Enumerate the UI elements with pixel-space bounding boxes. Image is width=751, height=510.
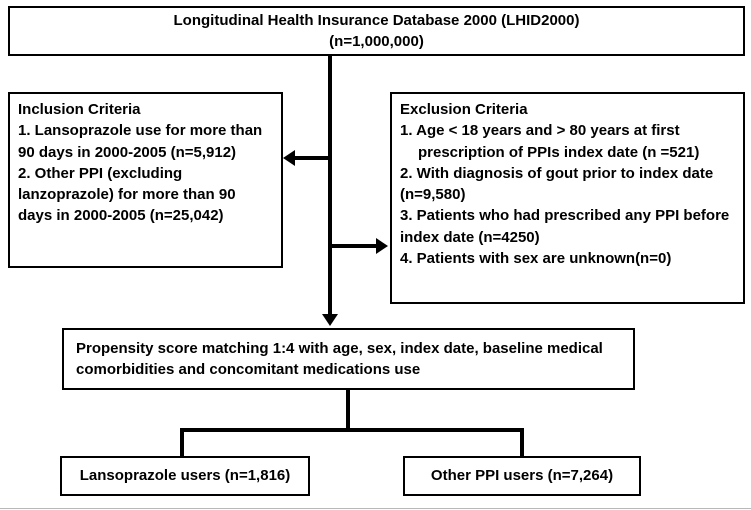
main-flow-line bbox=[328, 56, 332, 316]
exclusion-criteria-box bbox=[390, 92, 745, 304]
other-ppi-users-box bbox=[403, 456, 641, 496]
exclusion-item-3: 3. Patients who had prescribed any PPI before index date (n=4250) bbox=[400, 207, 730, 246]
exclusion-item-4: 4. Patients with sex are unknown(n=0) bbox=[400, 250, 672, 268]
inclusion-item-1: 1. Lansoprazole use for more than 90 days in 2000-2005 (n=5,912) bbox=[18, 122, 263, 161]
split-bar-line bbox=[180, 428, 524, 432]
database-title: Longitudinal Health Insurance Database 2000 (LHID2000) bbox=[173, 11, 580, 29]
database-box bbox=[8, 6, 745, 56]
arrowhead-down-to-matching bbox=[322, 314, 338, 326]
branch-line-inclusion bbox=[294, 156, 332, 160]
matching-text: Propensity score matching 1:4 with age, sex, index date, baseline medical comorbidities and concomitant medications use bbox=[76, 340, 603, 379]
inclusion-criteria-box bbox=[8, 92, 283, 268]
other-ppi-users-label: Other PPI users (n=7,264) bbox=[430, 467, 614, 485]
branch-line-exclusion bbox=[330, 244, 377, 248]
inclusion-item-2: 2. Other PPI (excluding lanzoprazole) for more than 90 days in 2000-2005 (n=25,042) bbox=[18, 164, 236, 225]
arrowhead-right-to-exclusion bbox=[376, 238, 388, 254]
lansoprazole-users-box bbox=[60, 456, 310, 496]
lansoprazole-users-label: Lansoprazole users (n=1,816) bbox=[79, 467, 291, 485]
exclusion-item-2: 2. With diagnosis of gout prior to index date (n=9,580) bbox=[400, 164, 714, 204]
exclusion-title: Exclusion Criteria bbox=[400, 101, 528, 118]
matching-stem-line bbox=[346, 390, 350, 432]
exclusion-item-1: 1. Age < 18 years and > 80 years at first prescription of PPIs index date (n =521) bbox=[400, 122, 700, 161]
arrowhead-left-to-inclusion bbox=[283, 150, 295, 166]
inclusion-title: Inclusion Criteria bbox=[18, 101, 141, 118]
matching-box bbox=[62, 328, 635, 390]
figure-bottom-rule bbox=[0, 508, 751, 509]
drop-line-right bbox=[520, 428, 524, 456]
drop-line-left bbox=[180, 428, 184, 456]
database-count: (n=1,000,000) bbox=[329, 33, 424, 50]
